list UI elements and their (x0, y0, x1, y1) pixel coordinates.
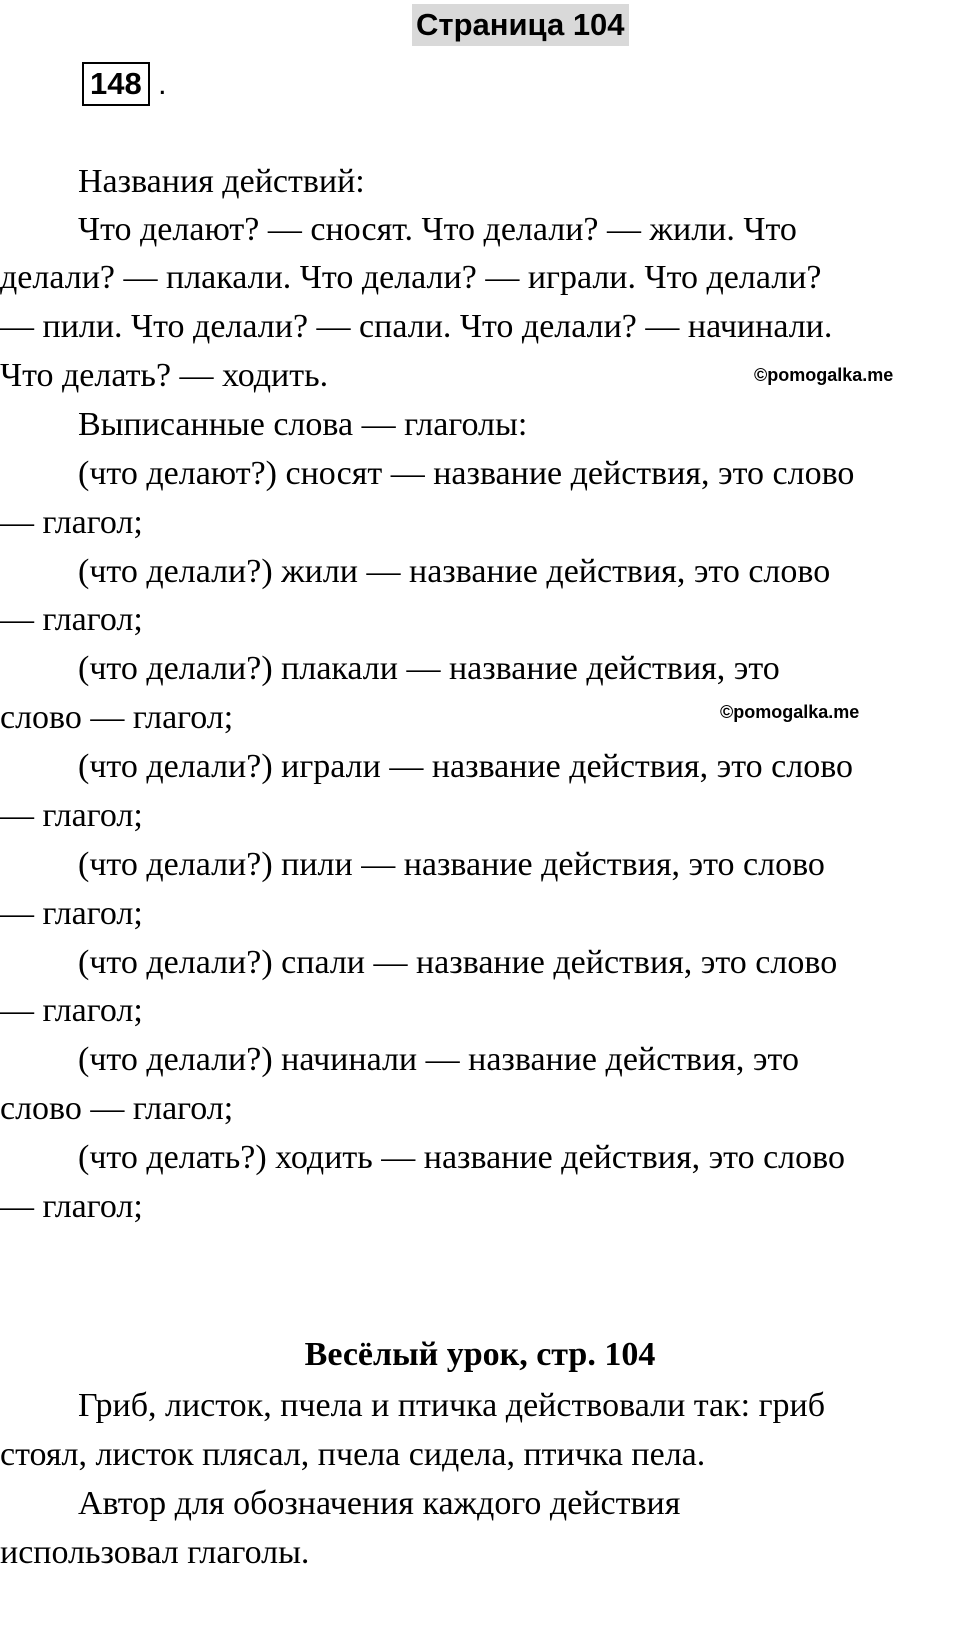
text-line: Автор для обозначения каждого действия (78, 1485, 681, 1522)
text-line: (что делают?) сносят — название действия, это слово (78, 455, 855, 492)
text-line: — глагол; (0, 895, 143, 932)
text-line: (что делали?) спали — название действия, это слово (78, 944, 838, 981)
text-line: — глагол; (0, 797, 143, 834)
text-line: Что делают? — сносят. Что делали? — жили. Что (78, 211, 797, 248)
text-line: — глагол; (0, 1188, 143, 1225)
page-heading: Страница 104 (412, 4, 629, 46)
text-line: Что делать? — ходить. (0, 357, 329, 394)
text-line: (что делали?) начинали — название действия, это (78, 1041, 799, 1078)
watermark: ©pomogalka.me (720, 702, 860, 722)
section-title: Весёлый урок, стр. 104 (304, 1336, 656, 1373)
text-line: — глагол; (0, 992, 143, 1029)
text-line: (что делали?) играли — название действия, это слово (78, 748, 854, 785)
text-line: — глагол; (0, 601, 143, 638)
text-line: (что делали?) плакали — название действия, это (78, 650, 780, 687)
text-line: делали? — плакали. Что делали? — играли. Что делали? (0, 259, 822, 296)
text-line: Гриб, листок, пчела и птичка действовали так: гриб (78, 1387, 826, 1424)
text-line: слово — глагол; (0, 699, 234, 736)
text-line: (что делали?) жили — название действия, это слово (78, 553, 831, 590)
task-number-box: 148 (82, 62, 150, 106)
text-line: слово — глагол; (0, 1090, 234, 1127)
text-line: Названия действий: (78, 163, 365, 200)
task-number-dot: . (158, 66, 167, 101)
watermark: ©pomogalka.me (754, 365, 894, 385)
text-line: стоял, листок плясал, пчела сидела, птичка пела. (0, 1436, 706, 1473)
text-line: — пили. Что делали? — спали. Что делали? — начинали. (0, 308, 833, 345)
text-line: (что делали?) пили — название действия, это слово (78, 846, 825, 883)
text-line: использовал глаголы. (0, 1534, 310, 1571)
text-line: (что делать?) ходить — название действия, это слово (78, 1139, 845, 1176)
text-line: — глагол; (0, 504, 143, 541)
text-line: Выписанные слова — глаголы: (78, 406, 528, 443)
